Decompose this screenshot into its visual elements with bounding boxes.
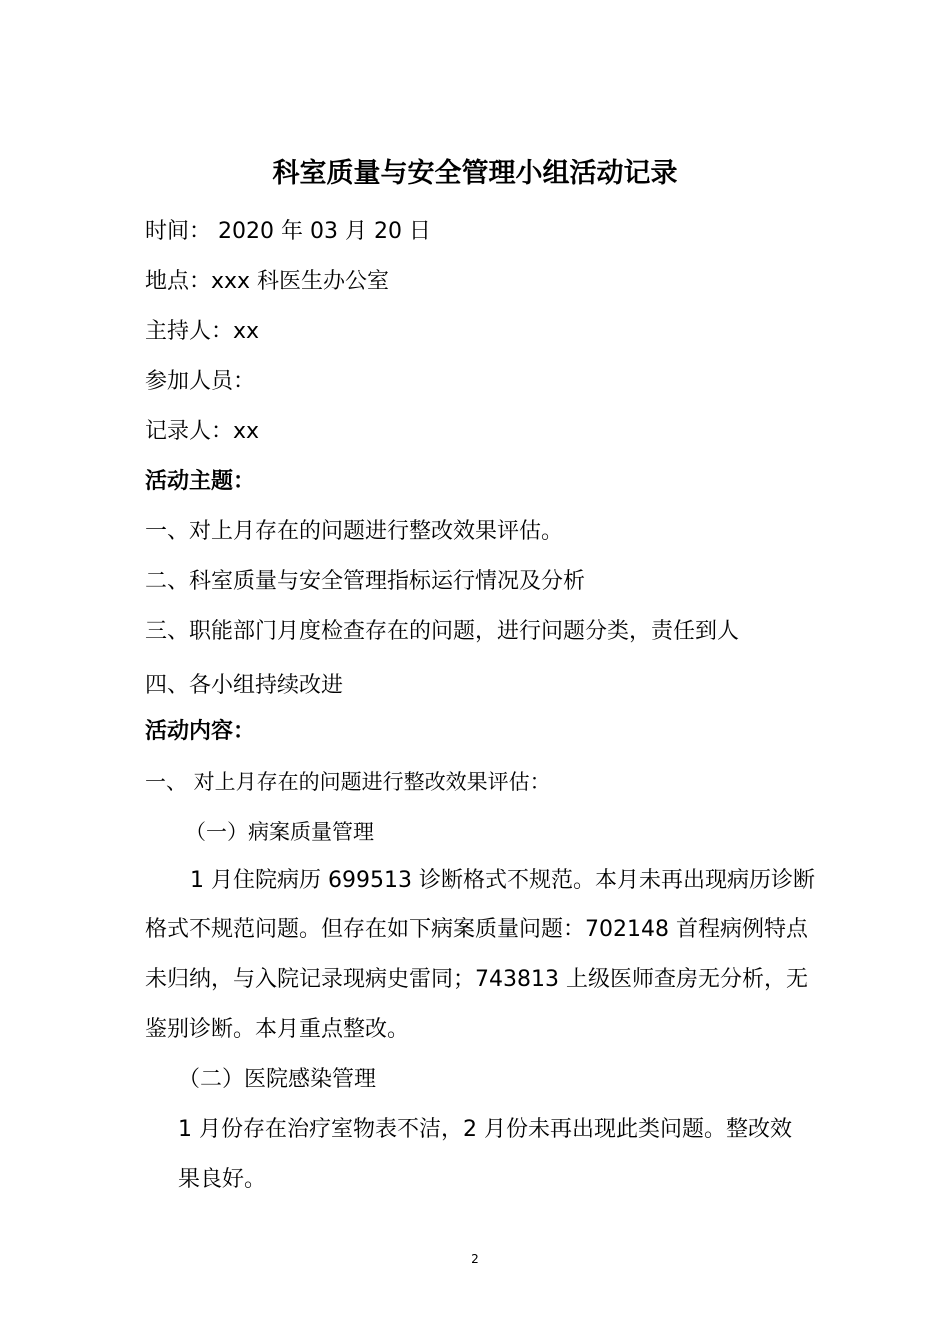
- meta-host: 主持人：xx: [145, 319, 260, 344]
- paragraph-line: 未归纳，与入院记录现病史雷同；743813 上级医师查房无分析，无: [145, 967, 808, 992]
- subsection-heading: （一）病案质量管理: [185, 820, 374, 844]
- paragraph-line: 格式不规范问题。但存在如下病案质量问题：702148 首程病例特点: [145, 917, 808, 942]
- content-heading: 活动内容：: [145, 719, 256, 744]
- paragraph-line: 1 月住院病历 699513 诊断格式不规范。本月未再出现病历诊断: [190, 868, 815, 893]
- subsection-heading: （二）医院感染管理: [178, 1067, 377, 1092]
- paragraph-line: 1 月份存在治疗室物表不洁，2 月份未再出现此类问题。整改效: [178, 1117, 792, 1142]
- meta-recorder: 记录人：xx: [145, 419, 260, 444]
- section-heading: 一、 对上月存在的问题进行整改效果评估：: [145, 770, 551, 794]
- paragraph-line: 果良好。: [178, 1167, 267, 1192]
- page-number: 2: [471, 1252, 479, 1266]
- theme-item: 四、各小组持续改进: [145, 673, 344, 698]
- meta-time: 时间： 2020 年 03 月 20 日: [145, 219, 431, 244]
- meta-participants: 参加人员：: [145, 369, 256, 394]
- document-title: 科室质量与安全管理小组活动记录: [272, 158, 678, 189]
- theme-item: 二、科室质量与安全管理指标运行情况及分析: [145, 569, 586, 594]
- meta-location: 地点：xxx 科医生办公室: [145, 269, 390, 294]
- paragraph-line: 鉴别诊断。本月重点整改。: [145, 1017, 410, 1042]
- theme-heading: 活动主题：: [145, 469, 256, 494]
- theme-item: 三、职能部门月度检查存在的问题，进行问题分类，责任到人: [145, 619, 740, 644]
- theme-item: 一、对上月存在的问题进行整改效果评估。: [145, 519, 564, 544]
